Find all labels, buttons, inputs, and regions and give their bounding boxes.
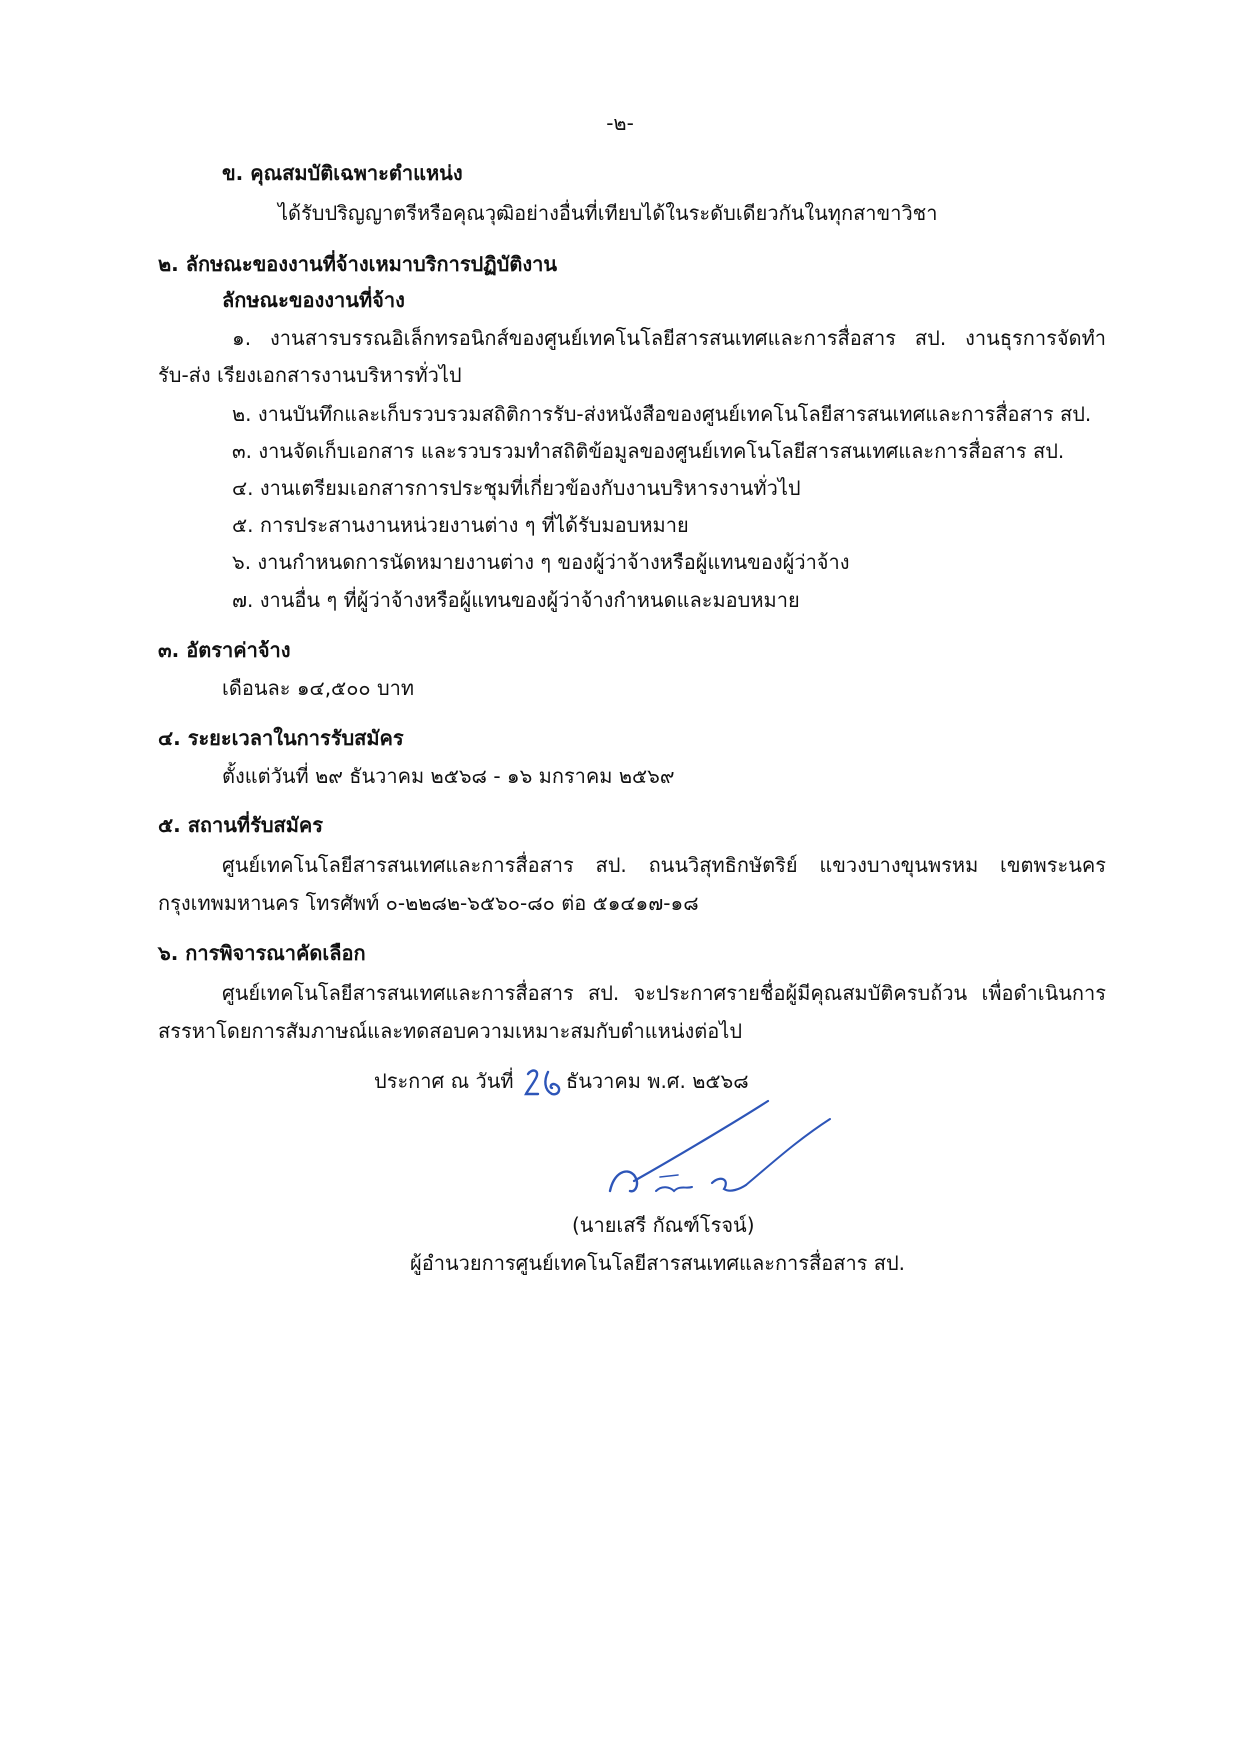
announce-prefix: ประกาศ ณ วันที่ [374, 1069, 514, 1093]
section-2-item-6: ๖. งานกำหนดการนัดหมายงานต่าง ๆ ของผู้ว่าจ้างหรือผู้แทนของผู้ว่าจ้าง [232, 550, 850, 574]
section-5-heading: ๕. สถานที่รับสมัคร [158, 813, 324, 837]
section-2-item-1-line-1: ๑. งานสารบรรณอิเล็กทรอนิกส์ของศูนย์เทคโนโลยีสารสนเทศและการสื่อสาร สป. งานธุรการจัดทำ [232, 326, 1106, 350]
section-5-line-1: ศูนย์เทคโนโลยีสารสนเทศและการสื่อสาร สป. ถนนวิสุทธิกษัตริย์ แขวงบางขุนพรหม เขตพระนคร [222, 853, 1106, 877]
section-b-text: ได้รับปริญญาตรีหรือคุณวุฒิอย่างอื่นที่เทียบได้ในระดับเดียวกันในทุกสาขาวิชา [278, 201, 938, 225]
section-2-item-4: ๔. งานเตรียมเอกสารการประชุมที่เกี่ยวข้องกับงานบริหารงานทั่วไป [232, 476, 801, 500]
section-6-heading: ๖. การพิจารณาคัดเลือก [158, 941, 366, 965]
section-b-heading: ข. คุณสมบัติเฉพาะตำแหน่ง [222, 161, 463, 185]
handwritten-day [522, 1066, 566, 1100]
page-number: -๒- [606, 111, 634, 135]
announce-suffix: ธันวาคม พ.ศ. ๒๕๖๘ [566, 1069, 749, 1093]
section-6-line-1: ศูนย์เทคโนโลยีสารสนเทศและการสื่อสาร สป. จะประกาศรายชื่อผู้มีคุณสมบัติครบถ้วน เพื่อดำเนินการ [222, 981, 1106, 1005]
section-2-subheading: ลักษณะของงานที่จ้าง [222, 288, 405, 312]
signature [600, 1095, 840, 1205]
section-3-text: เดือนละ ๑๔,๕๐๐ บาท [222, 676, 415, 700]
section-2-item-2: ๒. งานบันทึกและเก็บรวบรวมสถิติการรับ-ส่งหนังสือของศูนย์เทคโนโลยีสารสนเทศและการสื่อสาร สป. [232, 402, 1092, 426]
section-4-text: ตั้งแต่วันที่ ๒๙ ธันวาคม ๒๕๖๘ - ๑๖ มกราคม ๒๕๖๙ [222, 764, 675, 788]
section-5-line-2: กรุงเทพมหานคร โทรศัพท์ ๐-๒๒๘๒-๖๕๖๐-๘๐ ต่อ ๕๑๔๑๗-๑๘ [158, 891, 699, 915]
section-4-heading: ๔. ระยะเวลาในการรับสมัคร [158, 726, 404, 750]
section-6-line-2: สรรหาโดยการสัมภาษณ์และทดสอบความเหมาะสมกับตำแหน่งต่อไป [158, 1019, 743, 1043]
signatory-position: ผู้อำนวยการศูนย์เทคโนโลยีสารสนเทศและการสื่อสาร สป. [410, 1251, 906, 1275]
section-2-heading: ๒. ลักษณะของงานที่จ้างเหมาบริการปฏิบัติงาน [158, 252, 558, 276]
section-2-item-1-line-2: รับ-ส่ง เรียงเอกสารงานบริหารทั่วไป [158, 363, 462, 387]
section-3-heading: ๓. อัตราค่าจ้าง [158, 638, 291, 662]
section-2-item-5: ๕. การประสานงานหน่วยงานต่าง ๆ ที่ได้รับมอบหมาย [232, 513, 689, 537]
section-2-item-3: ๓. งานจัดเก็บเอกสาร และรวบรวมทำสถิติข้อมูลของศูนย์เทคโนโลยีสารสนเทศและการสื่อสาร สป. [232, 439, 1065, 463]
signatory-name: (นายเสรี กัณฑ์โรจน์) [572, 1213, 755, 1237]
section-2-item-7: ๗. งานอื่น ๆ ที่ผู้ว่าจ้างหรือผู้แทนของผู้ว่าจ้างกำหนดและมอบหมาย [232, 588, 800, 612]
